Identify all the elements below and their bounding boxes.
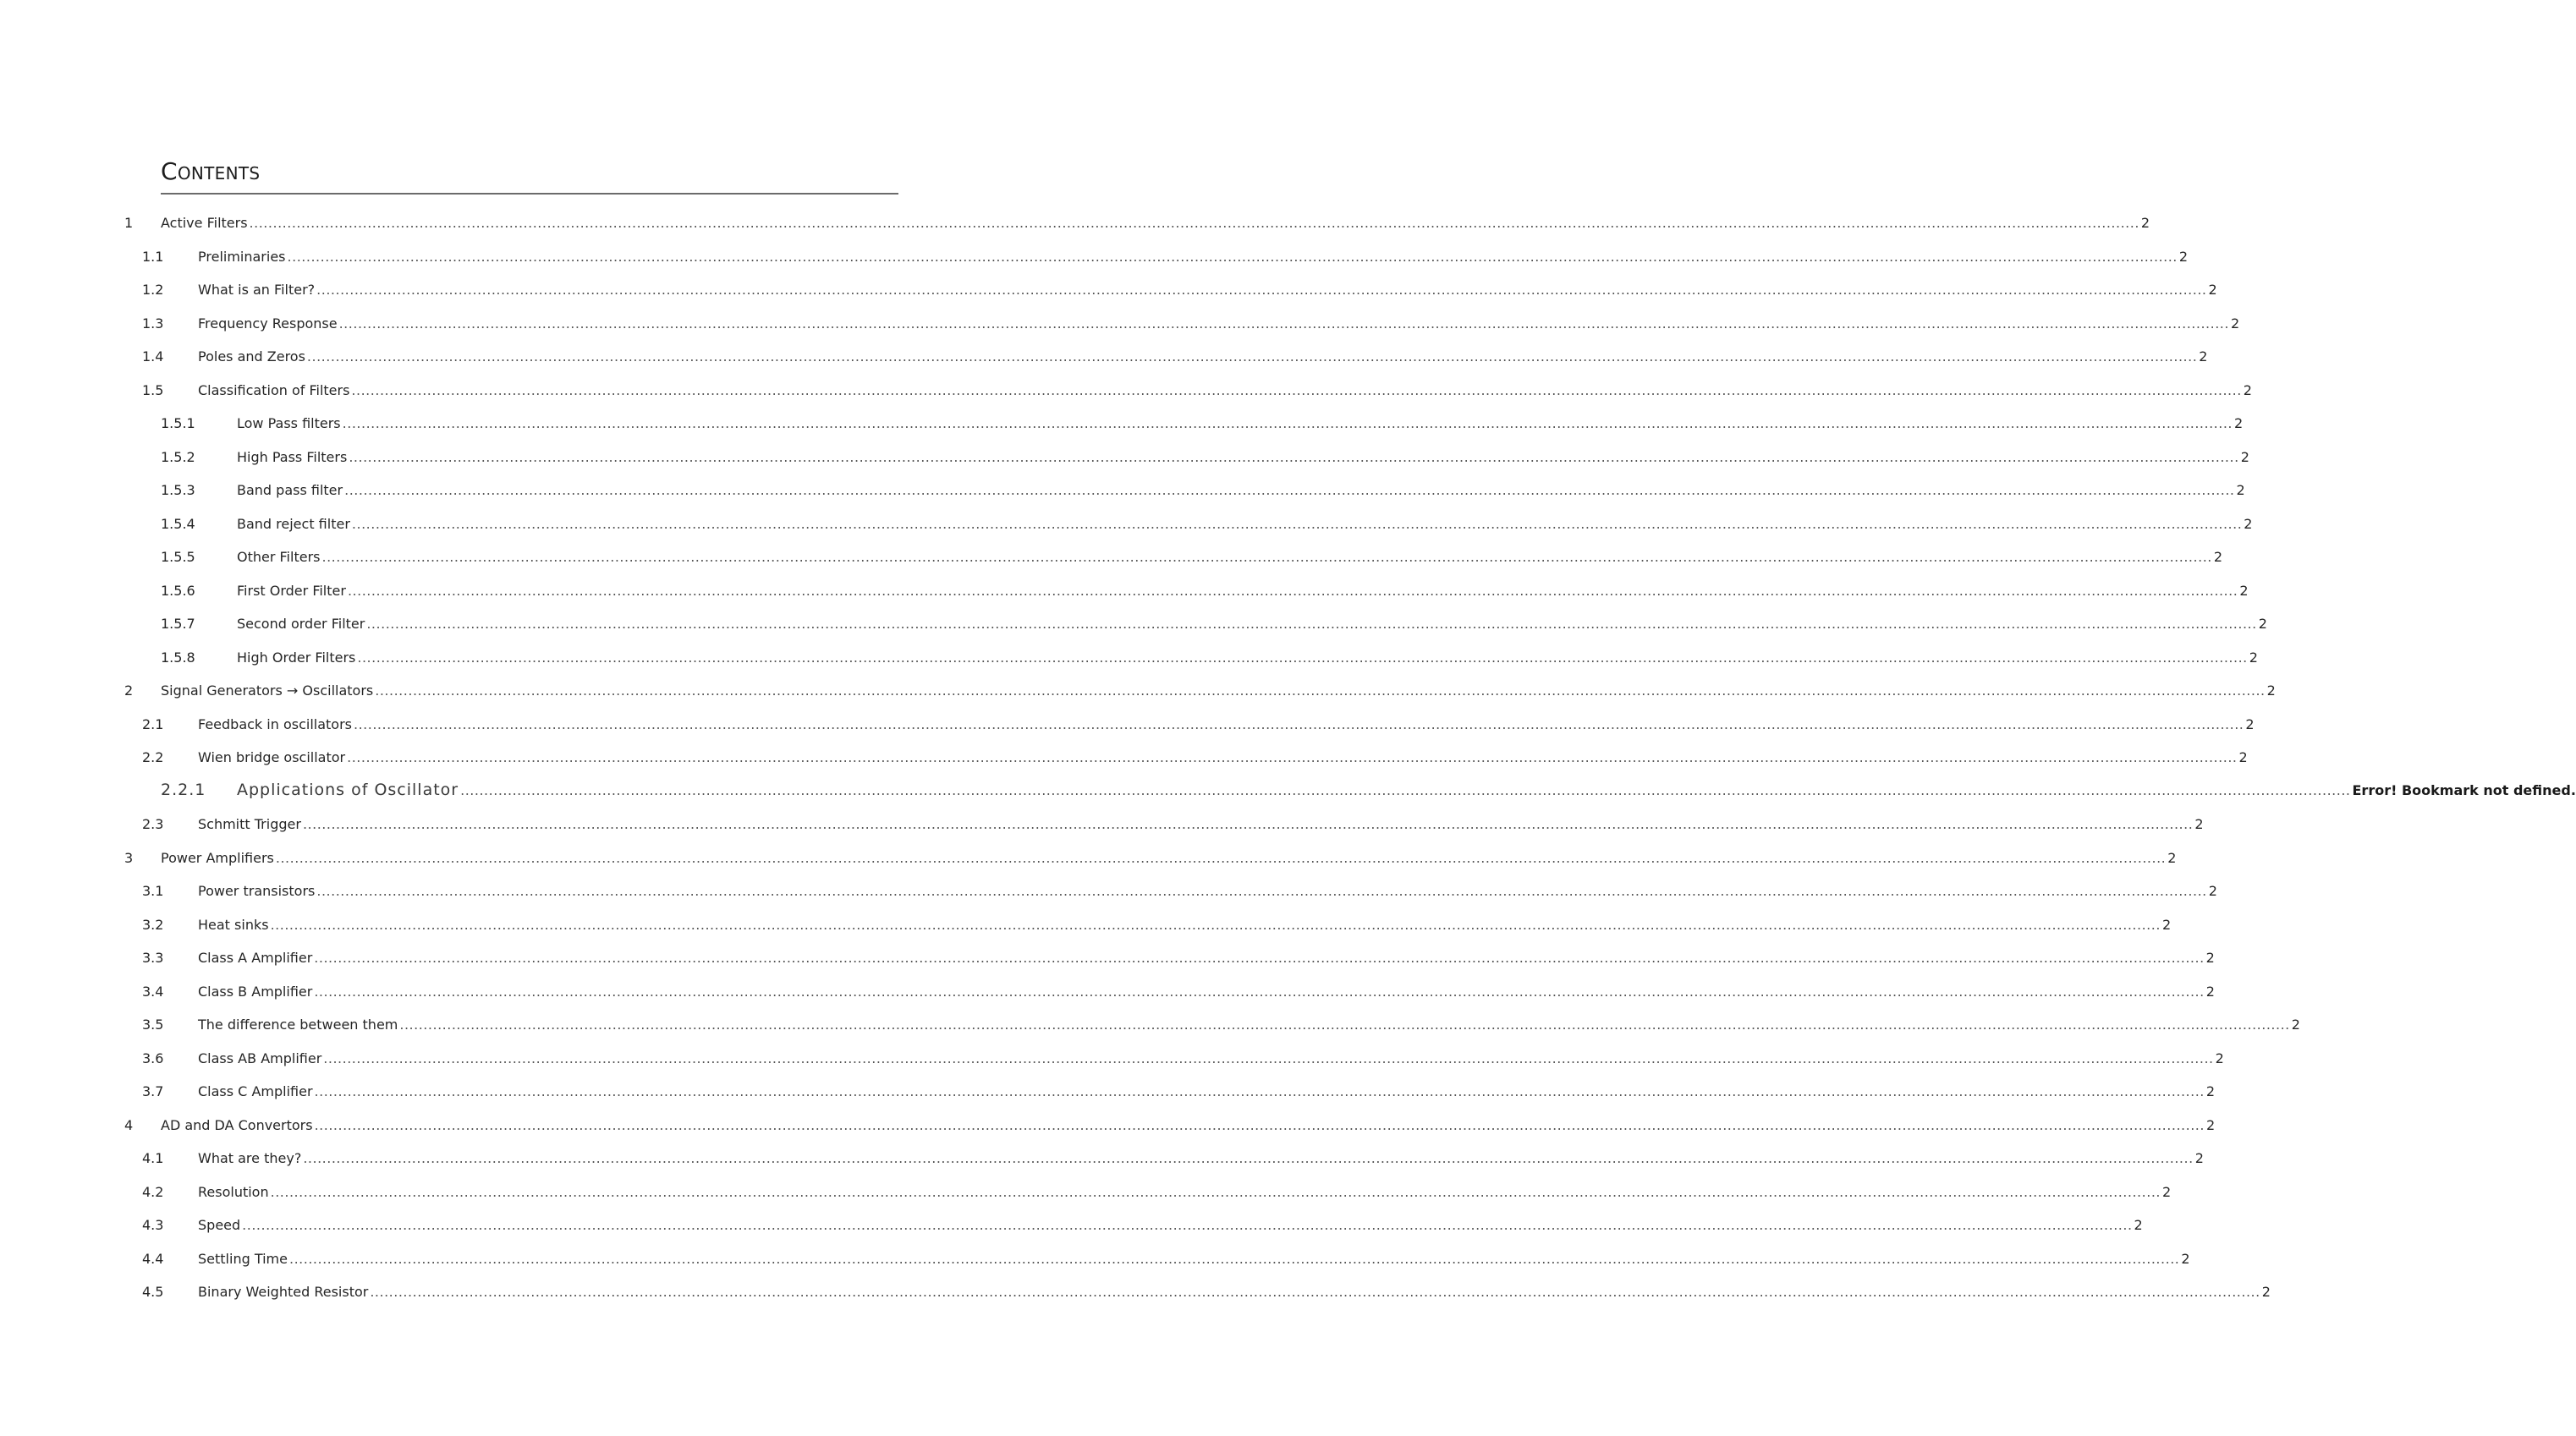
toc-entry-title[interactable]: Wien bridge oscillator [198,749,346,765]
toc-entry-number: 4.3 [142,1217,164,1233]
toc-entry-page-number: 2 [2236,482,2245,498]
toc-entry[interactable] [0,1144,2204,1178]
toc-entry-title[interactable]: Class B Amplifier [198,983,313,1000]
toc-entry-page-number: 2 [2194,1150,2204,1166]
toc-entry-number: 1.5.3 [161,482,195,498]
toc-entry-title[interactable]: Heat sinks [198,916,269,933]
toc-entry-title[interactable]: Classification of Filters [198,381,350,398]
toc-entry-number: 4.5 [142,1284,164,1300]
dot-leader: ................................................................................................................................................................................................................................................................................................................................................................................................................ [270,916,2161,933]
toc-entry-page-number: 2 [2208,282,2217,298]
toc-entry-number: 3.2 [142,916,164,933]
toc-entry-line [161,682,2276,700]
toc-entry-line [198,748,2248,767]
dot-leader: ................................................................................................................................................................................................................................................................................................................................................................................................................ [316,282,2207,298]
dot-leader: ................................................................................................................................................................................................................................................................................................................................................................................................................ [303,1150,2194,1166]
dot-leader: ................................................................................................................................................................................................................................................................................................................................................................................................................ [306,348,2198,364]
toc-entry[interactable] [0,1178,2172,1212]
toc-entry-title[interactable]: Second order Filter [237,616,365,632]
toc-entry-number: 3 [124,849,134,866]
toc-entry-title[interactable]: Resolution [198,1183,269,1200]
toc-entry-title[interactable]: AD and DA Convertors [161,1116,313,1133]
toc-entry[interactable] [0,677,2276,710]
dot-leader: ................................................................................................................................................................................................................................................................................................................................................................................................................ [321,549,2212,565]
toc-entry-title[interactable]: Low Pass filters [237,415,341,431]
toc-entry-page-number: 2 [2238,749,2248,765]
toc-entry-number: 1.5.6 [161,582,195,599]
toc-entry-page-number: 2 [2245,715,2255,732]
toc-entry-title[interactable]: Class AB Amplifier [198,1050,322,1066]
toc-entry-number: 4.2 [142,1183,164,1200]
toc-list [0,209,2576,1312]
dot-leader: ................................................................................................................................................................................................................................................................................................................................................................................................................ [351,515,2243,532]
dot-leader: ................................................................................................................................................................................................................................................................................................................................................................................................................ [347,582,2238,599]
toc-entry-line [198,1216,2143,1235]
toc-entry-title[interactable]: Class C Amplifier [198,1083,313,1099]
toc-entry-title[interactable]: Feedback in oscillators [198,715,352,732]
toc-entry[interactable] [0,710,2255,744]
dot-leader: ................................................................................................................................................................................................................................................................................................................................................................................................................ [399,1017,2290,1033]
toc-entry-line [198,916,2172,934]
toc-entry[interactable] [0,310,2240,343]
toc-entry-title[interactable]: Band pass filter [237,482,343,498]
toc-entry[interactable] [0,1211,2143,1245]
toc-entry[interactable] [0,543,2223,577]
toc-entry-page-number: 2 [2205,950,2215,966]
toc-entry-title[interactable]: High Pass Filters [237,448,348,465]
toc-entry[interactable] [0,777,2576,811]
toc-entry-page-number: 2 [2161,916,2172,933]
toc-title: CONTENTS [161,157,261,185]
toc-entry-number: 1.5.5 [161,549,195,565]
dot-leader: ................................................................................................................................................................................................................................................................................................................................................................................................................ [460,781,2351,798]
toc-entry[interactable] [0,743,2248,777]
dot-leader: ................................................................................................................................................................................................................................................................................................................................................................................................................ [314,1083,2205,1099]
dot-leader: ................................................................................................................................................................................................................................................................................................................................................................................................................ [242,1217,2133,1233]
toc-entry-title[interactable]: Power Amplifiers [161,849,274,866]
toc-entry-number: 4.4 [142,1250,164,1267]
toc-entry-line [237,615,2267,633]
toc-entry-number: 3.3 [142,950,164,966]
toc-entry-line [237,481,2245,500]
toc-entry-page-number: 2 [2213,549,2223,565]
toc-entry-line [161,1116,2216,1135]
toc-entry-title[interactable]: What is an Filter? [198,282,316,298]
toc-entry-page-number: 2 [2234,415,2244,431]
toc-entry-title[interactable]: What are they? [198,1150,302,1166]
dot-leader: ................................................................................................................................................................................................................................................................................................................................................................................................................ [349,448,2239,465]
toc-entry-page-number: 2 [2230,315,2240,332]
toc-entry-page-number: 2 [2205,1116,2216,1133]
toc-entry-title[interactable]: Poles and Zeros [198,348,305,364]
dot-leader: ................................................................................................................................................................................................................................................................................................................................................................................................................ [366,616,2257,632]
toc-entry-line [198,381,2252,400]
toc-entry-number: 1.5.7 [161,616,195,632]
toc-entry-page-number: 2 [2205,1083,2216,1099]
toc-entry-number: 3.6 [142,1050,164,1066]
toc-entry-line [237,448,2249,467]
toc-entry[interactable] [0,978,2215,1011]
dot-leader: ................................................................................................................................................................................................................................................................................................................................................................................................................ [270,1183,2161,1200]
toc-entry[interactable] [0,644,2258,677]
toc-entry-page-number: 2 [2240,448,2249,465]
toc-entry-number: 1.5 [142,381,164,398]
toc-entry-line [198,949,2215,967]
toc-entry-line [198,348,2208,366]
toc-entry-title[interactable]: Band reject filter [237,515,350,532]
toc-entry[interactable] [0,209,2150,243]
toc-entry-number: 3.4 [142,983,164,1000]
toc-heading [161,159,898,195]
toc-entry[interactable] [0,409,2244,443]
toc-entry-number: 1.5.8 [161,649,195,666]
toc-entry-page-number: 2 [2208,883,2217,899]
toc-entry-page-number: 2 [2167,849,2177,866]
toc-entry-line [198,248,2189,266]
toc-entry-title[interactable]: Binary Weighted Resistor [198,1284,369,1300]
toc-entry-line [198,1283,2271,1302]
dot-leader: ................................................................................................................................................................................................................................................................................................................................................................................................................ [354,715,2244,732]
toc-entry-number: 3.7 [142,1083,164,1099]
dot-leader: ................................................................................................................................................................................................................................................................................................................................................................................................................ [314,1116,2205,1133]
toc-entry-page-number: 2 [2244,515,2253,532]
toc-entry[interactable] [0,1044,2224,1078]
toc-entry[interactable] [0,1077,2216,1111]
toc-entry[interactable] [0,376,2252,410]
toc-entry-title[interactable]: The difference between them [198,1017,398,1033]
toc-entry-title[interactable]: High Order Filters [237,649,356,666]
toc-entry-page-number: 2 [2181,1250,2190,1267]
toc-entry-title[interactable]: Signal Generators → Oscillators [161,682,374,699]
toc-entry[interactable] [0,276,2217,310]
toc-entry-number: 2.2.1 [161,780,206,799]
toc-entry-line [198,815,2204,834]
toc-entry-line [237,414,2244,433]
toc-entry-number: 1.4 [142,348,164,364]
toc-entry-page-number: 2 [2239,582,2249,599]
toc-entry-number: 2.3 [142,816,164,832]
toc-entry-line [198,1082,2216,1101]
toc-entry-page-number: 2 [2291,1017,2300,1033]
toc-entry-page-number: 2 [2205,983,2215,1000]
toc-entry[interactable] [0,510,2253,544]
dot-leader: ................................................................................................................................................................................................................................................................................................................................................................................................................ [342,415,2233,431]
dot-leader: ................................................................................................................................................................................................................................................................................................................................................................................................................ [316,883,2207,899]
toc-entry-page-number: 2 [2140,215,2150,231]
toc-entry-line [161,214,2150,233]
toc-entry[interactable] [0,877,2217,911]
toc-entry[interactable] [0,610,2267,644]
toc-entry-number: 1.2 [142,282,164,298]
toc-entry-number: 4 [124,1116,134,1133]
toc-entry-page-number: Error! Bookmark not defined. [2352,781,2576,798]
toc-entry-page-number: 2 [2261,1284,2271,1300]
dot-leader: ................................................................................................................................................................................................................................................................................................................................................................................................................ [347,749,2238,765]
toc-entry-line [198,882,2217,901]
toc-entry[interactable] [0,343,2208,376]
dot-leader: ................................................................................................................................................................................................................................................................................................................................................................................................................ [370,1284,2260,1300]
toc-entry-line [237,582,2249,600]
toc-entry-number: 1.5.4 [161,515,195,532]
toc-entry-number: 1.5.1 [161,415,195,431]
toc-entry-page-number: 2 [2243,381,2252,398]
toc-entry-page-number: 2 [2266,682,2276,699]
toc-entry-line [198,715,2255,734]
toc-entry-line [237,649,2258,667]
toc-entry-number: 1.3 [142,315,164,332]
toc-entry[interactable] [0,844,2177,878]
toc-entry-title[interactable]: First Order Filter [237,582,346,599]
toc-entry-line [198,1149,2204,1168]
toc-entry[interactable] [0,443,2249,477]
dot-leader: ................................................................................................................................................................................................................................................................................................................................................................................................................ [323,1050,2214,1066]
toc-entry[interactable] [0,911,2172,945]
toc-entry-title[interactable]: Power transistors [198,883,316,899]
toc-entry-page-number: 2 [2161,1183,2172,1200]
toc-entry-line [161,849,2177,868]
toc-entry-line [198,1050,2224,1068]
toc-entry[interactable] [0,243,2189,277]
toc-entry[interactable] [0,1245,2190,1279]
toc-entry-line [198,315,2240,333]
toc-entry-page-number: 2 [2258,616,2267,632]
dot-leader: ................................................................................................................................................................................................................................................................................................................................................................................................................ [344,482,2235,498]
dot-leader: ................................................................................................................................................................................................................................................................................................................................................................................................................ [375,682,2266,699]
toc-entry-line [237,515,2253,534]
toc-entry-number: 3.5 [142,1017,164,1033]
toc-entry-line [237,780,2576,800]
dot-leader: ................................................................................................................................................................................................................................................................................................................................................................................................................ [287,248,2178,265]
toc-entry-number: 2.2 [142,749,164,765]
toc-entry[interactable] [0,810,2204,844]
toc-entry[interactable] [0,944,2215,978]
toc-entry[interactable] [0,1111,2216,1145]
toc-entry-title[interactable]: Other Filters [237,549,321,565]
toc-entry-number: 1.1 [142,248,164,265]
toc-entry-title[interactable]: Settling Time [198,1250,288,1267]
toc-entry-page-number: 2 [2178,248,2189,265]
dot-leader: ................................................................................................................................................................................................................................................................................................................................................................................................................ [288,1250,2180,1267]
toc-entry-line [237,548,2223,567]
toc-entry-title[interactable]: Schmitt Trigger [198,816,301,832]
toc-entry-title[interactable]: Frequency Response [198,315,338,332]
toc-entry-line [198,1183,2172,1202]
toc-entry-title[interactable]: Active Filters [161,215,248,231]
toc-entry-line [198,1250,2190,1269]
toc-entry-line [198,1016,2300,1034]
toc-entry-number: 3.1 [142,883,164,899]
toc-entry[interactable] [0,577,2249,611]
toc-entry-number: 4.1 [142,1150,164,1166]
toc-entry-page-number: 2 [2215,1050,2224,1066]
toc-entry[interactable] [0,1278,2271,1312]
dot-leader: ................................................................................................................................................................................................................................................................................................................................................................................................................ [302,816,2194,832]
toc-entry-page-number: 2 [2199,348,2208,364]
toc-entry-number: 2 [124,682,134,699]
toc-entry-page-number: 2 [2134,1217,2143,1233]
toc-entry-page-number: 2 [2249,649,2258,666]
dot-leader: ................................................................................................................................................................................................................................................................................................................................................................................................................ [314,950,2205,966]
toc-entry-number: 2.1 [142,715,164,732]
dot-leader: ................................................................................................................................................................................................................................................................................................................................................................................................................ [357,649,2248,666]
toc-entry-line [198,281,2217,299]
dot-leader: ................................................................................................................................................................................................................................................................................................................................................................................................................ [275,849,2167,866]
dot-leader: ................................................................................................................................................................................................................................................................................................................................................................................................................ [249,215,2139,231]
toc-entry-title[interactable]: Speed [198,1217,241,1233]
toc-entry-title[interactable]: Applications of Oscillator [237,780,459,799]
toc-entry[interactable] [0,1011,2300,1044]
toc-entry-page-number: 2 [2194,816,2204,832]
toc-entry-number: 1.5.2 [161,448,195,465]
toc-entry-number: 1 [124,215,134,231]
dot-leader: ................................................................................................................................................................................................................................................................................................................................................................................................................ [338,315,2229,332]
toc-entry-line [198,983,2215,1001]
dot-leader: ................................................................................................................................................................................................................................................................................................................................................................................................................ [314,983,2205,1000]
dot-leader: ................................................................................................................................................................................................................................................................................................................................................................................................................ [351,381,2242,398]
toc-entry-title[interactable]: Preliminaries [198,248,286,265]
toc-entry-title[interactable]: Class A Amplifier [198,950,313,966]
toc-entry[interactable] [0,476,2245,510]
